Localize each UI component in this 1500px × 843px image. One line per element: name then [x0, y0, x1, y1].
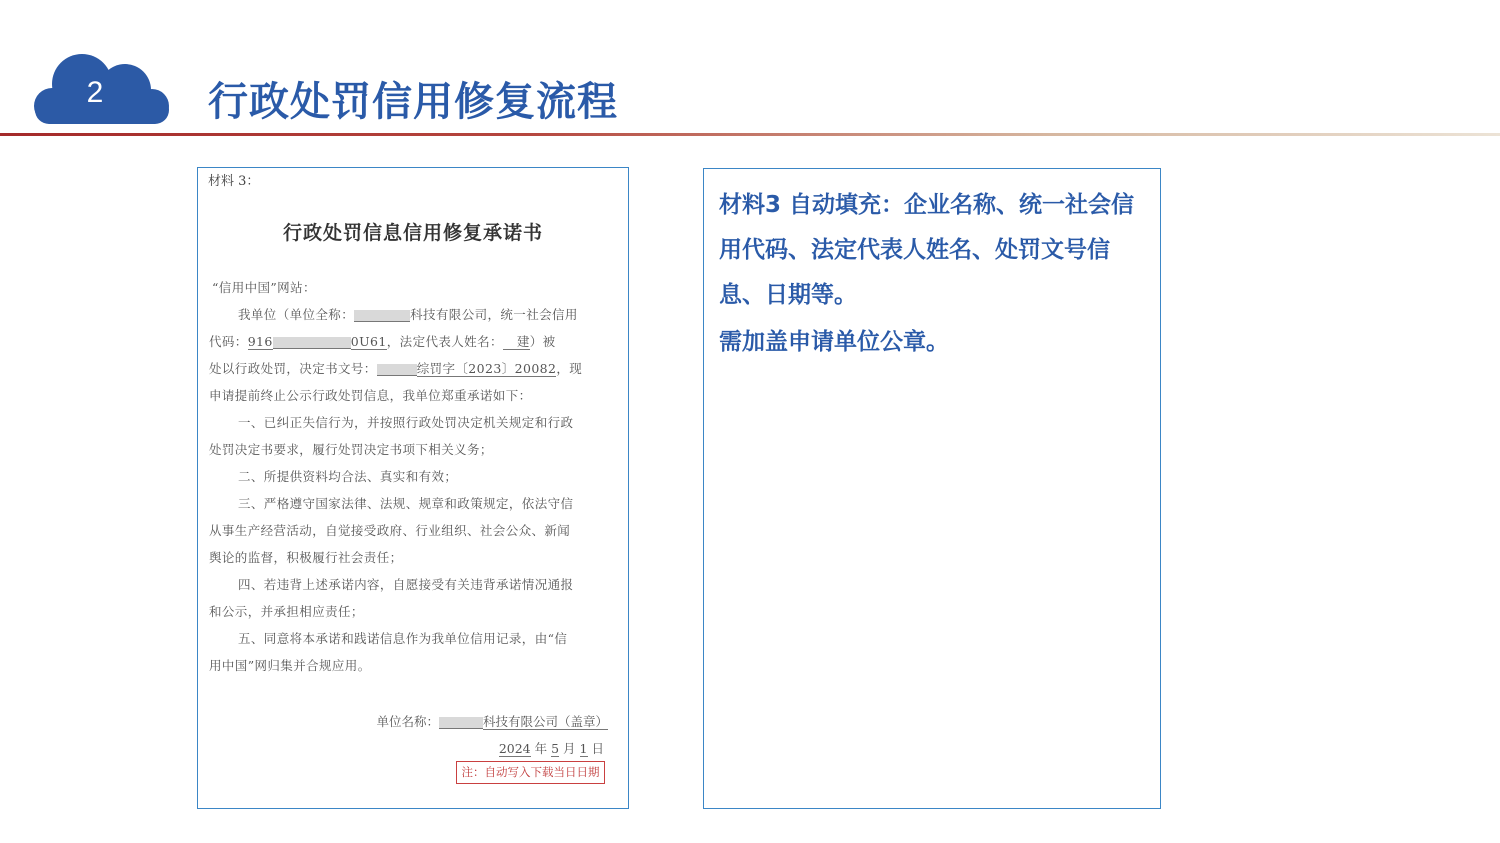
date-month: 5 — [551, 741, 560, 756]
doc-line: 舆论的监督，积极履行社会责任； — [209, 550, 403, 565]
material-label: 材料 3： — [208, 174, 260, 189]
doc-text: 科技有限公司，统一社会信用 — [410, 307, 578, 322]
penalty-doc-number: 综罚字〔2023〕20082 — [416, 361, 557, 376]
redacted-field — [273, 337, 351, 349]
legal-rep-name: 建 — [503, 334, 530, 350]
instruction-text-box — [703, 168, 1161, 809]
doc-text: ，法定代表人姓名： — [386, 334, 503, 349]
date-day: 1 — [579, 741, 588, 756]
date-note-box: 注：自动写入下载当日日期 — [456, 761, 605, 784]
doc-line: 用中国”网归集并合规应用。 — [209, 658, 371, 673]
doc-line: 从事生产经营活动，自觉接受政府、行业组织、社会公众、新闻 — [209, 523, 571, 538]
doc-text: 日 — [591, 741, 604, 756]
date-line — [499, 739, 604, 757]
redacted-field — [354, 310, 410, 322]
doc-line: 二、所提供资料均合法、真实和有效； — [238, 469, 458, 484]
seal-requirement: 需加盖申请单位公章。 — [719, 329, 949, 355]
doc-line — [209, 359, 582, 377]
credit-code-end: 0U61 — [350, 334, 387, 349]
doc-line — [238, 305, 578, 323]
doc-text: ）被 — [529, 334, 556, 349]
doc-line: 四、若违背上述承诺内容，自愿接受有关违背承诺情况通报 — [238, 577, 574, 592]
doc-text: ，现 — [556, 361, 583, 376]
doc-line: 五、同意将本承诺和践诺信息作为我单位信用记录，由“信 — [238, 631, 568, 646]
doc-line — [209, 332, 556, 350]
redacted-field — [439, 717, 483, 729]
page-title: 行政处罚信用修复流程 — [208, 79, 618, 125]
redacted-field — [377, 364, 417, 376]
title-divider — [0, 133, 1500, 136]
signature-line — [376, 712, 608, 730]
doc-text: 年 — [534, 741, 548, 756]
doc-text: 处以行政处罚，决定书文号： — [209, 361, 377, 376]
date-year: 2024 — [498, 741, 531, 756]
credit-code-start: 916 — [247, 334, 273, 349]
doc-text: 代码： — [209, 334, 248, 349]
doc-line: 申请提前终止公示行政处罚信息，我单位郑重承诺如下： — [209, 388, 532, 403]
commitment-letter-document — [197, 167, 629, 809]
section-number: 2 — [86, 76, 104, 109]
company-name-seal: 科技有限公司（盖章） — [482, 714, 608, 729]
doc-text: 月 — [563, 741, 576, 756]
doc-text: 单位名称： — [376, 714, 439, 729]
doc-line: 三、严格遵守国家法律、法规、规章和政策规定，依法守信 — [238, 496, 574, 511]
document-title: 行政处罚信息信用修复承诺书 — [282, 222, 543, 244]
doc-line: 和公示，并承担相应责任； — [209, 604, 364, 619]
doc-line: 一、已纠正失信行为，并按照行政处罚决定机关规定和行政 — [238, 415, 574, 430]
doc-text: 我单位（单位全称： — [238, 307, 355, 322]
instruction-paragraph: 材料3 自动填充：企业名称、统一社会信用代码、法定代表人姓名、处罚文号信息、日期等。 — [719, 192, 1135, 308]
salutation: “信用中国”网站： — [212, 280, 316, 295]
doc-line: 处罚决定书要求，履行处罚决定书项下相关义务； — [209, 442, 493, 457]
